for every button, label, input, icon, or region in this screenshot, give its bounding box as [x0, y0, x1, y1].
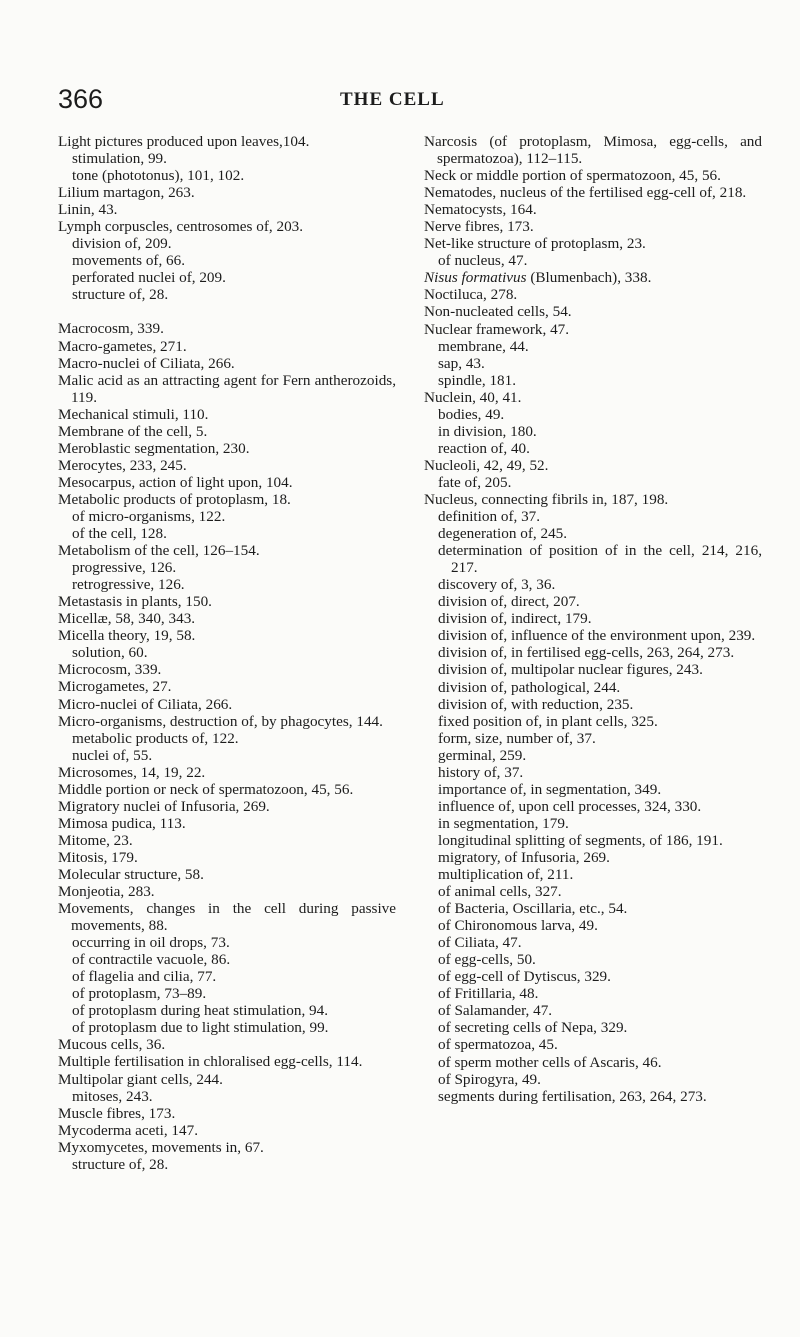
index-entry-text: nuclei of, 55.	[72, 746, 153, 764]
index-entry	[58, 423, 396, 440]
index-entry-text: division of, indirect, 179.	[438, 610, 592, 628]
index-entry-text: of secreting cells of Nepa, 329.	[438, 1019, 628, 1037]
index-entry	[58, 866, 396, 883]
index-subentry	[424, 593, 762, 610]
index-entry-text: membrane, 44.	[438, 337, 529, 355]
index-entry	[58, 184, 396, 201]
index-entry-text: Mycoderma aceti, 147.	[58, 1121, 199, 1139]
index-entry	[58, 610, 396, 627]
index-entry-text: perforated nuclei of, 209.	[72, 269, 226, 287]
index-entry-text: division of, pathological, 244.	[438, 678, 621, 696]
index-entry-text: (Blumenbach), 338.	[526, 269, 652, 287]
index-entry-text: division of, in fertilised egg-cells, 263, 264, 273.	[438, 644, 735, 662]
index-entry-text: Monjeotia, 283.	[58, 883, 155, 901]
index-subentry	[424, 423, 762, 440]
index-subentry	[58, 985, 396, 1002]
index-entry-text: of Bacteria, Oscillaria, etc., 54.	[438, 900, 628, 918]
index-entry-text: Malic acid as an attracting agent for Fern antherozoids, 119.	[58, 371, 396, 406]
index-entry	[58, 832, 396, 849]
index-subentry	[424, 338, 762, 355]
index-entry	[58, 849, 396, 866]
index-column-right	[424, 133, 762, 1105]
index-entry	[58, 355, 396, 372]
index-subentry	[424, 798, 762, 815]
index-entry-text: of spermatozoa, 45.	[438, 1036, 558, 1054]
index-subentry	[58, 747, 396, 764]
index-entry	[424, 321, 762, 338]
index-entry-text: division of, influence of the environment upon, 239.	[438, 627, 756, 645]
index-subentry	[424, 866, 762, 883]
index-entry	[58, 406, 396, 423]
index-subentry	[424, 730, 762, 747]
index-subentry	[58, 150, 396, 167]
index-entry-text: Nematocysts, 164.	[424, 201, 537, 219]
index-entry-text: Merocytes, 233, 245.	[58, 456, 187, 474]
index-subentry	[424, 355, 762, 372]
index-entry-text: structure of, 28.	[72, 286, 169, 304]
index-entry-text: of egg-cell of Dytiscus, 329.	[438, 968, 611, 986]
index-entry-text: influence of, upon cell processes, 324, 330.	[438, 797, 702, 815]
index-subentry	[424, 696, 762, 713]
index-entry-text: Nuclear framework, 47.	[424, 320, 570, 338]
index-entry-text: mitoses, 243.	[72, 1087, 153, 1105]
index-entry-text: fixed position of, in plant cells, 325.	[438, 712, 658, 730]
index-entry	[424, 218, 762, 235]
index-entry-text: of contractile vacuole, 86.	[72, 951, 231, 969]
index-entry-text: division of, direct, 207.	[438, 593, 580, 611]
index-entry-text: bodies, 49.	[438, 405, 505, 423]
index-entry-text: of Ciliata, 47.	[438, 934, 522, 952]
index-subentry	[58, 525, 396, 542]
index-entry-text: multiplication of, 211.	[438, 866, 574, 884]
index-subentry	[424, 781, 762, 798]
index-entry-text: movements of, 66.	[72, 252, 186, 270]
index-subentry	[424, 661, 762, 678]
index-subentry	[424, 1088, 762, 1105]
index-entry	[58, 491, 396, 508]
index-entry-text: fate of, 205.	[438, 473, 512, 491]
index-entry	[58, 542, 396, 559]
index-entry	[424, 491, 762, 508]
index-entry-text: Net-like structure of protoplasm, 23.	[424, 235, 646, 253]
index-subentry	[424, 713, 762, 730]
index-entry-text: definition of, 37.	[438, 508, 541, 526]
index-entry	[58, 457, 396, 474]
index-entry-text: Macro-nuclei of Ciliata, 266.	[58, 354, 235, 372]
index-entry-text: Micro-organisms, destruction of, by phagocytes, 144.	[58, 712, 383, 730]
index-entry	[58, 440, 396, 457]
index-entry-text: Linin, 43.	[58, 201, 118, 219]
index-entry-text: of protoplasm during heat stimulation, 94.	[72, 1002, 329, 1020]
index-entry	[424, 184, 762, 201]
index-subentry	[58, 576, 396, 593]
index-entry-text: of micro-organisms, 122.	[72, 507, 226, 525]
index-subentry	[424, 832, 762, 849]
index-subentry	[58, 951, 396, 968]
index-subentry	[424, 968, 762, 985]
index-subentry	[424, 644, 762, 661]
index-entry	[58, 474, 396, 491]
index-entry-text: Mucous cells, 36.	[58, 1036, 166, 1054]
index-entry	[424, 269, 762, 286]
index-entry	[58, 900, 396, 934]
index-entry-text: Metabolic products of protoplasm, 18.	[58, 490, 291, 508]
index-entry-text: Lilium martagon, 263.	[58, 184, 195, 202]
index-entry-text: spindle, 181.	[438, 371, 517, 389]
index-entry	[58, 781, 396, 798]
index-entry-text: Microgametes, 27.	[58, 678, 172, 696]
index-subentry	[424, 1019, 762, 1036]
index-entry	[58, 678, 396, 695]
index-entry-text: metabolic products of, 122.	[72, 729, 239, 747]
index-subentry	[424, 951, 762, 968]
index-subentry	[424, 1054, 762, 1071]
index-subentry	[424, 440, 762, 457]
index-entry	[58, 713, 396, 730]
index-entry-text: reaction of, 40.	[438, 439, 530, 457]
index-entry-text: Nuclein, 40, 41.	[424, 388, 522, 406]
index-entry-text: Membrane of the cell, 5.	[58, 422, 208, 440]
index-subentry	[424, 985, 762, 1002]
running-head: THE CELL	[340, 89, 445, 110]
index-entry-text: of animal cells, 327.	[438, 883, 562, 901]
index-subentry	[58, 167, 396, 184]
index-entry	[58, 372, 396, 406]
index-entry-text: Microcosm, 339.	[58, 661, 162, 679]
index-subentry	[58, 235, 396, 252]
index-entry	[58, 883, 396, 900]
index-entry	[58, 1053, 396, 1070]
index-entry-text: Nerve fibres, 173.	[424, 218, 534, 236]
index-entry-text: progressive, 126.	[72, 559, 177, 577]
index-entry-text: Metastasis in plants, 150.	[58, 593, 212, 611]
index-subentry	[58, 252, 396, 269]
index-entry-text: Meroblastic segmentation, 230.	[58, 439, 250, 457]
index-entry-text: Micella theory, 19, 58.	[58, 627, 196, 645]
index-entry	[424, 303, 762, 320]
index-entry	[58, 815, 396, 832]
index-entry	[58, 696, 396, 713]
index-entry-text: division of, 209.	[72, 235, 172, 253]
index-subentry	[424, 1002, 762, 1019]
index-entry	[58, 1036, 396, 1053]
index-entry-text: in division, 180.	[438, 422, 537, 440]
index-subentry	[424, 474, 762, 491]
index-entry-text: of Chironomous larva, 49.	[438, 917, 598, 935]
index-subentry	[58, 269, 396, 286]
index-subentry	[424, 576, 762, 593]
index-entry	[424, 286, 762, 303]
index-entry	[424, 133, 762, 167]
index-subentry	[424, 252, 762, 269]
index-subentry	[58, 508, 396, 525]
index-subentry	[424, 406, 762, 423]
index-subentry	[424, 1036, 762, 1053]
page-number: 366	[58, 84, 104, 114]
index-entry-text: retrogressive, 126.	[72, 576, 185, 594]
index-entry-text: Mimosa pudica, 113.	[58, 814, 186, 832]
index-entry-text: Non-nucleated cells, 54.	[424, 303, 572, 321]
index-entry-text: division of, multipolar nuclear figures, 243.	[438, 661, 703, 679]
index-entry-text: migratory, of Infusoria, 269.	[438, 848, 610, 866]
index-entry-text: of nucleus, 47.	[438, 252, 528, 270]
index-subentry	[424, 525, 762, 542]
index-entry-text: Light pictures produced upon leaves,104.	[58, 133, 310, 150]
index-entry-italic-term: Nisus formativus	[424, 269, 527, 287]
index-entry-text: Middle portion or neck of spermatozoon, 45, 56.	[58, 780, 354, 798]
index-entry-text: importance of, in segmentation, 349.	[438, 780, 662, 798]
index-entry-text: sap, 43.	[438, 354, 485, 372]
index-subentry	[424, 508, 762, 525]
index-entry-text: Multipolar giant cells, 244.	[58, 1070, 223, 1088]
index-entry-text: Micro-nuclei of Ciliata, 266.	[58, 695, 233, 713]
index-subentry	[424, 934, 762, 951]
index-entry-text: of protoplasm due to light stimulation, 99.	[72, 1019, 329, 1037]
index-subentry	[424, 764, 762, 781]
index-entry	[58, 338, 396, 355]
index-entry-text: longitudinal splitting of segments, of 186, 191.	[438, 831, 723, 849]
index-subentry	[58, 286, 396, 303]
index-subentry	[58, 1088, 396, 1105]
index-entry-text: in segmentation, 179.	[438, 814, 569, 832]
index-subentry	[424, 815, 762, 832]
index-entry-text: Neck or middle portion of spermatozoon, 45, 56.	[424, 167, 721, 185]
index-entry-text: of sperm mother cells of Ascaris, 46.	[438, 1053, 662, 1071]
index-subentry	[424, 372, 762, 389]
index-entry-text: determination of position of in the cell, 214, 216, 217.	[438, 542, 762, 577]
index-entry-text: Nucleoli, 42, 49, 52.	[424, 456, 549, 474]
index-entry-text: segments during fertilisation, 263, 264, 273.	[438, 1087, 707, 1105]
index-entry-text: Mitosis, 179.	[58, 848, 138, 866]
index-subentry	[424, 917, 762, 934]
index-subentry	[58, 968, 396, 985]
index-entry-text: Molecular structure, 58.	[58, 865, 204, 883]
index-entry	[58, 798, 396, 815]
index-entry-text: degeneration of, 245.	[438, 525, 568, 543]
index-subentry	[58, 730, 396, 747]
index-entry-text: Multiple fertilisation in chloralised egg-cells, 114.	[58, 1053, 363, 1071]
index-entry-text: of egg-cells, 50.	[438, 951, 536, 969]
index-entry-text: occurring in oil drops, 73.	[72, 934, 230, 952]
index-entry	[424, 389, 762, 406]
index-entry-text: Nematodes, nucleus of the fertilised egg-cell of, 218.	[424, 184, 747, 202]
index-subentry	[58, 644, 396, 661]
index-subentry	[424, 747, 762, 764]
index-subentry	[424, 627, 762, 644]
index-entry-text: Macro-gametes, 271.	[58, 337, 187, 355]
index-entry	[58, 1071, 396, 1088]
index-entry-text: history of, 37.	[438, 763, 524, 781]
index-entry-text: tone (phototonus), 101, 102.	[72, 167, 245, 185]
index-entry-text: of Salamander, 47.	[438, 1002, 553, 1020]
index-subentry	[58, 1156, 396, 1173]
index-entry-text: Narcosis (of protoplasm, Mimosa, egg-cells, and spermatozoa), 112–115.	[424, 133, 762, 168]
index-entry	[58, 593, 396, 610]
index-entry-text: of protoplasm, 73–89.	[72, 985, 207, 1003]
index-subentry	[424, 610, 762, 627]
index-entry	[58, 661, 396, 678]
index-entry-text: Metabolism of the cell, 126–154.	[58, 542, 260, 560]
index-subentry	[424, 542, 762, 576]
index-entry-text: of flagelia and cilia, 77.	[72, 968, 217, 986]
index-entry	[58, 201, 396, 218]
index-subentry	[424, 849, 762, 866]
index-subentry	[424, 1071, 762, 1088]
index-entry-text: stimulation, 99.	[72, 150, 167, 168]
index-entry-text: Migratory nuclei of Infusoria, 269.	[58, 797, 270, 815]
index-entry	[58, 627, 396, 644]
index-entry-text: of Spirogyra, 49.	[438, 1070, 541, 1088]
index-entry	[424, 201, 762, 218]
index-entry	[58, 133, 396, 150]
index-entry-text: of the cell, 128.	[72, 525, 167, 543]
index-entry	[424, 457, 762, 474]
index-entry-text: Microsomes, 14, 19, 22.	[58, 763, 206, 781]
index-entry-text: Macrocosm, 339.	[58, 320, 164, 338]
index-entry-text: structure of, 28.	[72, 1155, 169, 1173]
index-subentry	[58, 934, 396, 951]
index-entry-text: Myxomycetes, movements in, 67.	[58, 1138, 264, 1156]
index-entry	[424, 235, 762, 252]
index-entry-text: Movements, changes in the cell during passive movements, 88.	[58, 900, 396, 935]
index-subentry	[58, 1002, 396, 1019]
index-entry	[58, 1105, 396, 1122]
index-entry	[58, 764, 396, 781]
index-entry	[58, 1139, 396, 1156]
index-subentry	[424, 900, 762, 917]
index-entry	[58, 320, 396, 337]
index-subentry	[58, 559, 396, 576]
index-entry-text: Mesocarpus, action of light upon, 104.	[58, 473, 293, 491]
index-entry-text: division of, with reduction, 235.	[438, 695, 634, 713]
index-entry-text: Lymph corpuscles, centrosomes of, 203.	[58, 218, 304, 236]
index-subentry	[424, 883, 762, 900]
index-entry	[58, 218, 396, 235]
index-entry	[58, 1122, 396, 1139]
index-entry-text: germinal, 259.	[438, 746, 527, 764]
index-entry-text: of Fritillaria, 48.	[438, 985, 539, 1003]
index-subentry	[424, 679, 762, 696]
index-subentry	[58, 1019, 396, 1036]
index-entry-text: Muscle fibres, 173.	[58, 1104, 176, 1122]
index-entry	[424, 167, 762, 184]
index-entry-text: Noctiluca, 278.	[424, 286, 518, 304]
index-entry-text: Mechanical stimuli, 110.	[58, 405, 209, 423]
index-entry-text: Nucleus, connecting fibrils in, 187, 198.	[424, 490, 669, 508]
index-column-left	[58, 133, 396, 1173]
index-entry-text: Micellæ, 58, 340, 343.	[58, 610, 196, 628]
index-entry-text: discovery of, 3, 36.	[438, 576, 556, 594]
index-entry-text: Mitome, 23.	[58, 831, 133, 849]
index-entry-text: form, size, number of, 37.	[438, 729, 596, 747]
index-entry-text: solution, 60.	[72, 644, 148, 662]
